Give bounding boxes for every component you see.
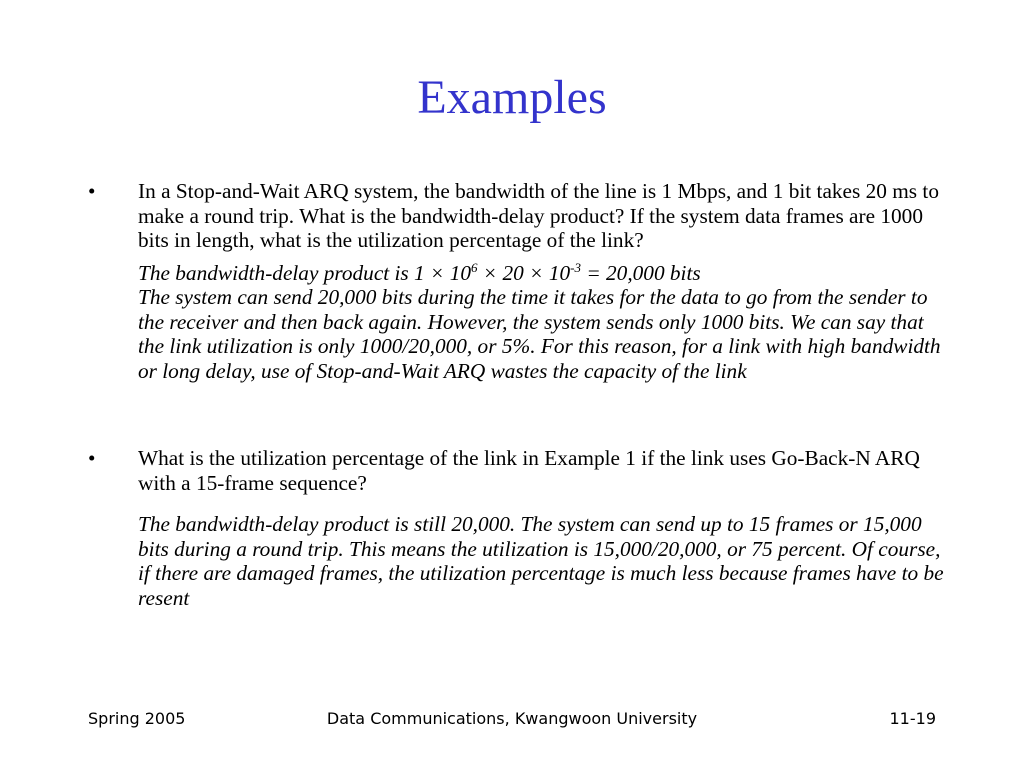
formula-exponent-2: -3	[570, 259, 581, 275]
formula-exponent-1: 6	[471, 259, 478, 275]
question-text: In a Stop-and-Wait ARQ system, the bandwidth of the line is 1 Mbps, and 1 bit takes 20 ms to make a round trip. What is the bandwidth-delay product? If the system data frames are 1000 bits in length, what is the utilization percentage of the link?	[138, 179, 939, 252]
example-1	[88, 179, 948, 383]
bullet-marker: •	[88, 446, 96, 470]
formula-prefix: The bandwidth-delay product is 1 × 10	[138, 260, 472, 285]
bullet-question-1	[88, 179, 948, 253]
question-text: What is the utilization percentage of the link in Example 1 if the link uses Go-Back-N ARQ with a 15-frame sequence?	[138, 446, 920, 495]
answer-1	[138, 261, 948, 384]
answer-text: The bandwidth-delay product is still 20,000. The system can send up to 15 frames or 15,000 bits during a round trip. This means the utilization is 15,000/20,000, or 75 percent. Of course, if there are damaged frames, the utilization percentage is much less because frames have to be resent	[138, 512, 944, 610]
bullet-question-2	[88, 446, 948, 495]
footer-course: Data Communications, Kwangwoon University	[326, 709, 698, 728]
formula-suffix: = 20,000 bits	[581, 260, 701, 285]
footer-term: Spring 2005	[88, 709, 186, 728]
footer-page-number: 11-19	[889, 709, 936, 728]
answer-2	[138, 512, 948, 610]
slide-title: Examples	[417, 71, 607, 124]
formula-line	[138, 261, 948, 286]
answer-text: The system can send 20,000 bits during the time it takes for the data to go from the sender to the receiver and then back again. However, the system sends only 1000 bits. We can say that the link utilization is only 1000/20,000, or 5%. For this reason, for a link with high bandwidth or long delay, use of Stop-and-Wait ARQ wastes the capacity of the link	[138, 285, 941, 383]
formula-middle: × 20 × 10	[477, 260, 571, 285]
bullet-marker: •	[88, 179, 96, 203]
example-2	[88, 446, 948, 610]
